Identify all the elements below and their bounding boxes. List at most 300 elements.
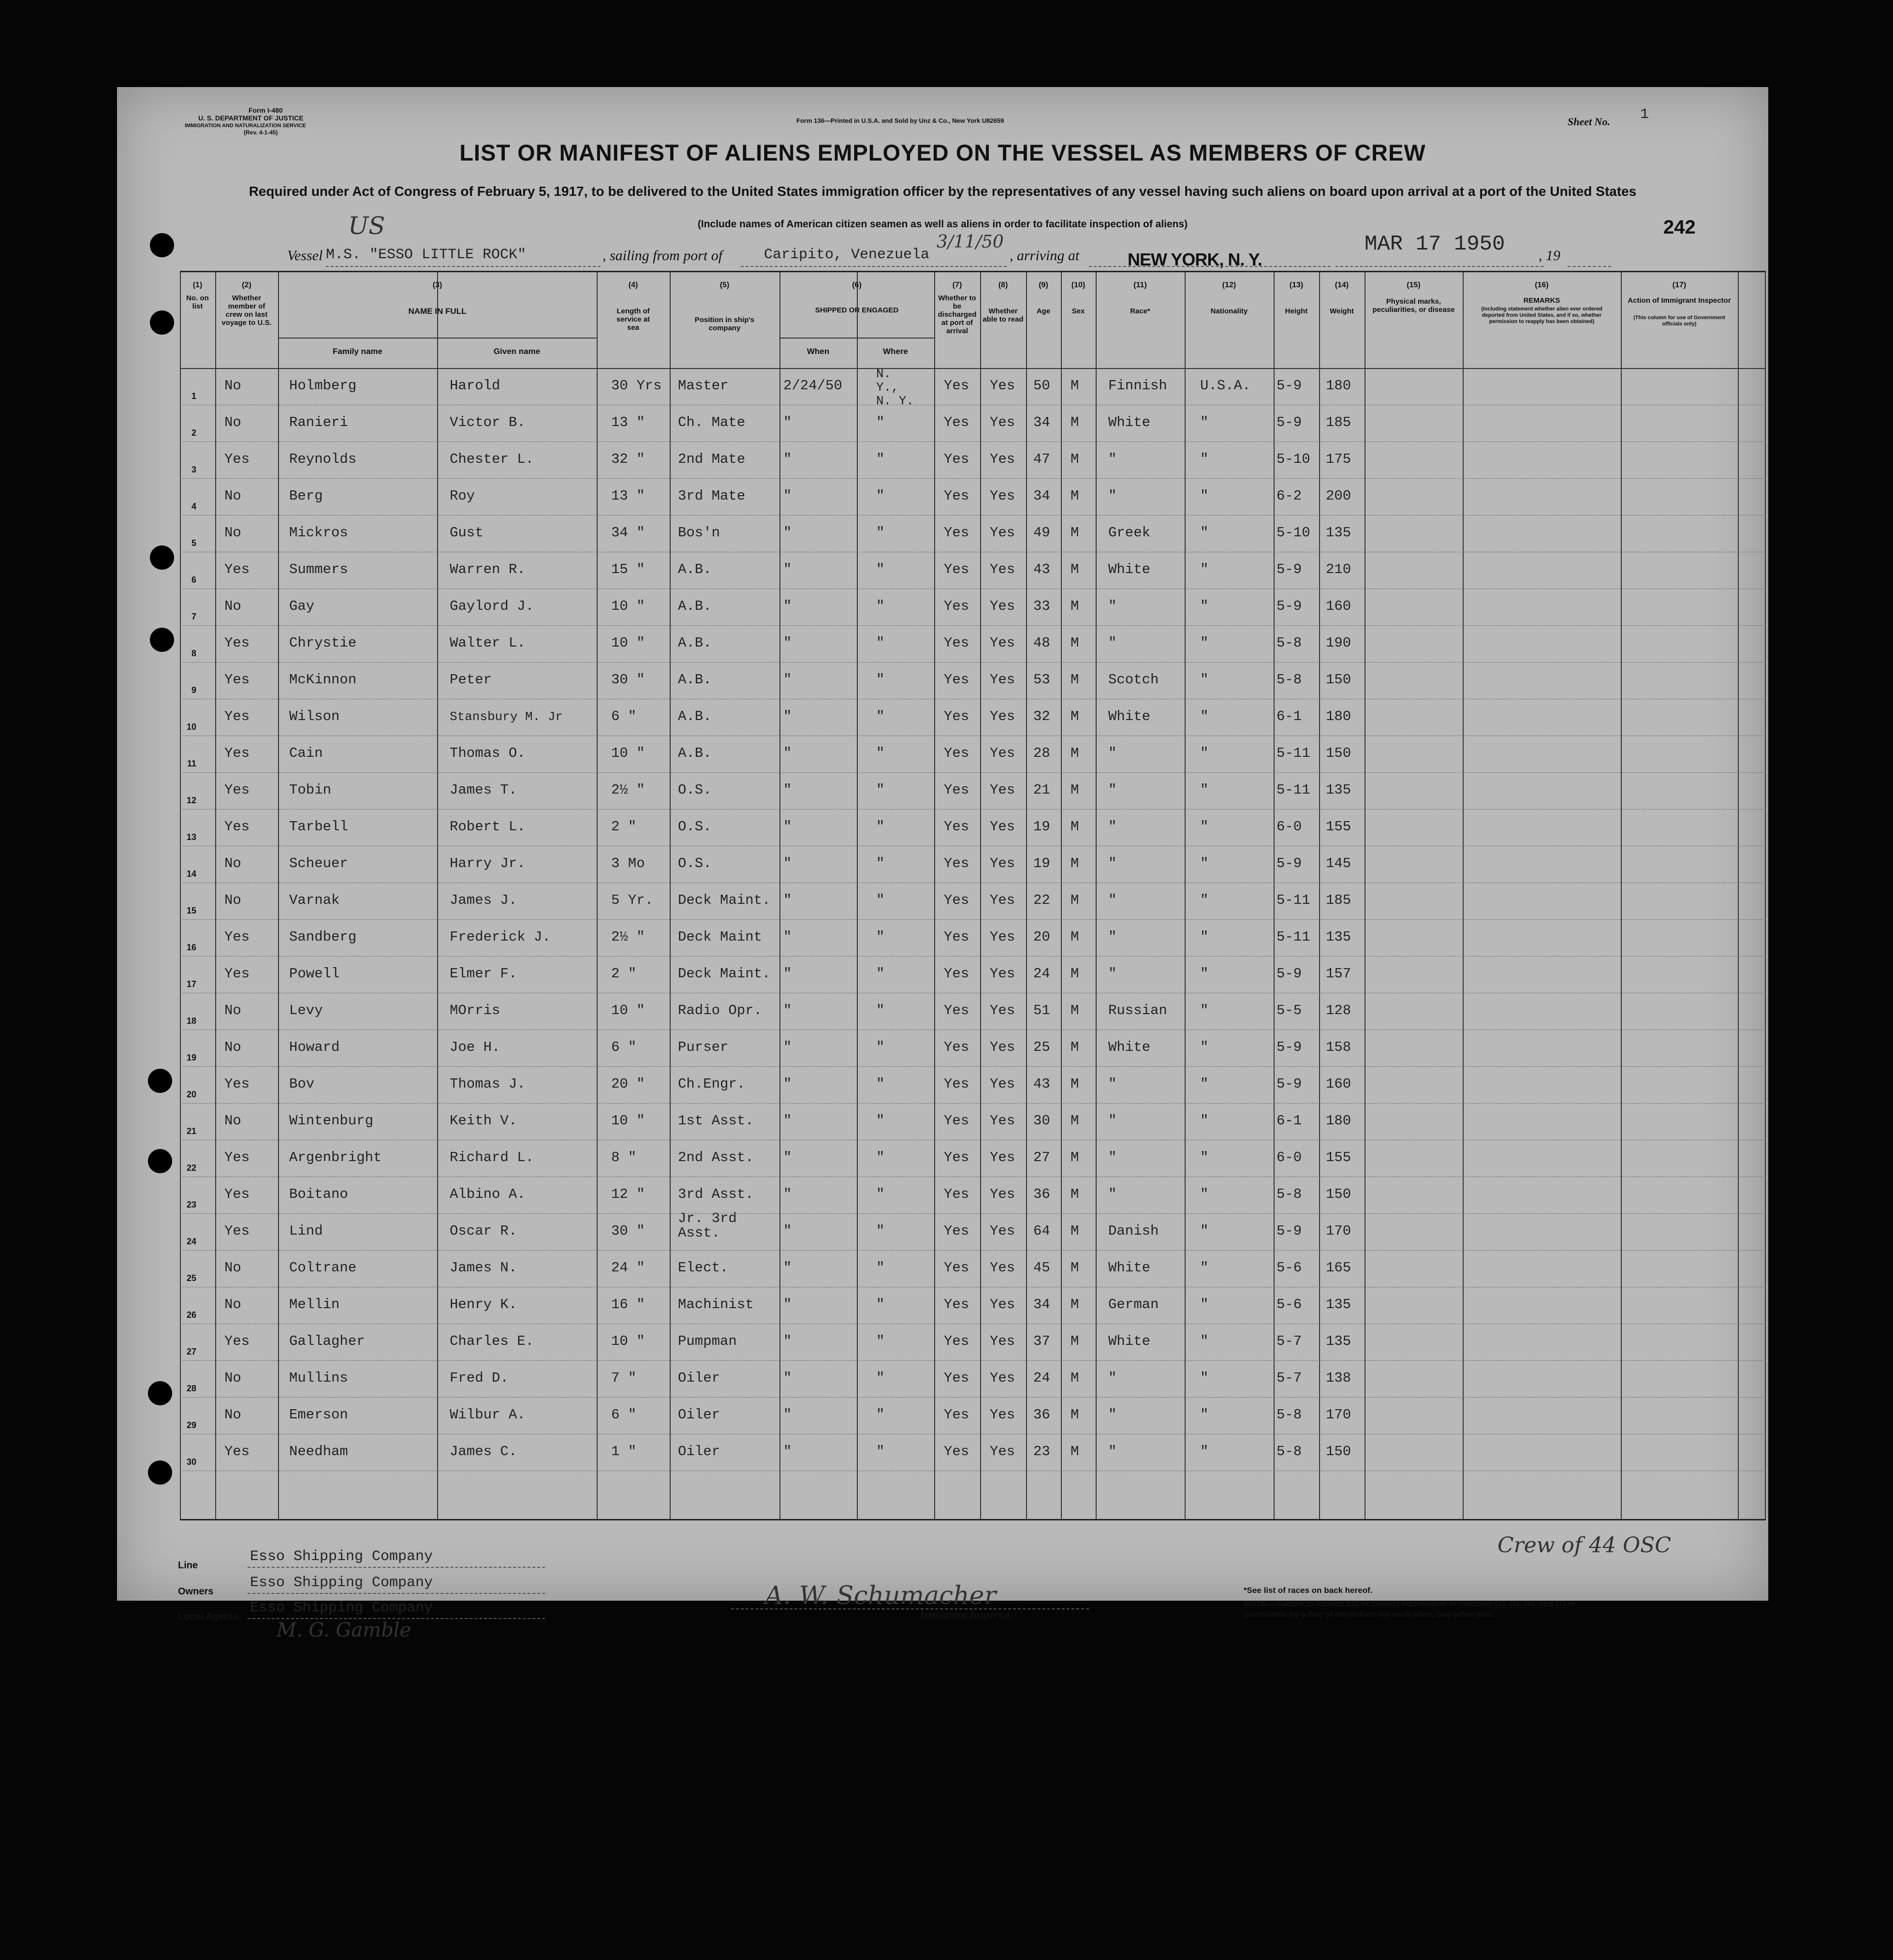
sex-cell: M — [1071, 966, 1079, 982]
position-cell: O.S. — [678, 782, 712, 798]
crew-last-voyage-cell: Yes — [224, 1223, 250, 1239]
shipped-when-cell: " — [783, 414, 792, 430]
service-length-cell: 30 Yrs — [611, 378, 662, 394]
race-cell: " — [1108, 892, 1117, 908]
shipped-when-cell: " — [783, 1149, 792, 1165]
table-row — [180, 1324, 1765, 1360]
shipped-when-cell: " — [783, 525, 792, 541]
table-row — [180, 662, 1765, 699]
race-cell: " — [1108, 1444, 1117, 1459]
position-cell: Oiler — [678, 1444, 720, 1459]
punch-hole — [150, 310, 174, 335]
shipped-where-cell: N. Y., N. Y. — [876, 367, 914, 408]
crew-last-voyage-cell: Yes — [224, 1444, 250, 1459]
family-name-cell: Argenbright — [289, 1149, 382, 1165]
able-to-read-cell: Yes — [990, 1223, 1015, 1239]
position-cell: A.B. — [678, 745, 712, 761]
row-number: 17 — [186, 979, 196, 989]
race-note: *See list of races on back hereof. — [1244, 1586, 1373, 1595]
position-cell: Deck Maint — [678, 929, 763, 945]
sex-cell: M — [1071, 525, 1079, 541]
nationality-cell: " — [1200, 672, 1209, 688]
race-cell: Scotch — [1108, 672, 1159, 688]
race-cell: Danish — [1108, 1223, 1159, 1239]
height-cell: 5-11 — [1277, 892, 1310, 908]
sex-cell: M — [1071, 1407, 1079, 1423]
weight-cell: 170 — [1326, 1223, 1351, 1239]
table-row — [180, 478, 1765, 515]
able-to-read-cell: Yes — [990, 929, 1015, 945]
given-name-cell: Henry K. — [450, 1297, 517, 1312]
given-name-cell: Oscar R. — [450, 1223, 517, 1239]
able-to-read-cell: Yes — [990, 561, 1015, 577]
age-cell: 32 — [1033, 708, 1050, 724]
height-cell: 5-7 — [1277, 1333, 1302, 1349]
row-number: 13 — [186, 832, 196, 842]
row-number: 2 — [191, 428, 196, 438]
able-to-read-cell: Yes — [990, 1076, 1015, 1092]
age-cell: 24 — [1033, 966, 1050, 982]
given-name-cell: Roy — [450, 488, 475, 504]
height-cell: 6-2 — [1277, 488, 1302, 504]
family-name-cell: Tobin — [289, 782, 332, 798]
row-rule — [180, 809, 1766, 810]
weight-cell: 150 — [1326, 745, 1351, 761]
row-number: 6 — [191, 575, 196, 585]
arrival-date-stamp: MAR 17 1950 — [1365, 232, 1505, 256]
col-num: (12) — [1222, 281, 1236, 289]
row-number: 21 — [186, 1126, 196, 1136]
given-name-cell: Victor B. — [450, 414, 526, 430]
age-cell: 43 — [1033, 561, 1050, 577]
race-cell: " — [1108, 1149, 1117, 1165]
weight-cell: 135 — [1326, 525, 1351, 541]
discharged-cell: Yes — [944, 966, 969, 982]
header-race: Race* — [1130, 307, 1150, 315]
sex-cell: M — [1071, 488, 1079, 504]
able-to-read-cell: Yes — [990, 488, 1015, 504]
age-cell: 53 — [1033, 672, 1050, 688]
position-cell: A.B. — [678, 635, 712, 651]
given-name-cell: James J. — [450, 892, 517, 908]
table-row — [180, 993, 1765, 1030]
nationality-cell: " — [1200, 451, 1209, 467]
family-name-cell: Scheuer — [289, 855, 348, 871]
crew-last-voyage-cell: Yes — [224, 1186, 250, 1202]
nationality-cell: " — [1200, 1260, 1209, 1276]
position-cell: Jr. 3rd Asst. — [678, 1210, 737, 1241]
able-to-read-cell: Yes — [990, 1407, 1015, 1423]
race-cell: German — [1108, 1297, 1159, 1312]
table-row — [180, 1177, 1765, 1213]
position-cell: Radio Opr. — [678, 1002, 763, 1018]
able-to-read-cell: Yes — [990, 745, 1015, 761]
able-to-read-cell: Yes — [990, 1186, 1015, 1202]
stamp-number: 242 — [1663, 217, 1696, 238]
sex-cell: M — [1071, 929, 1079, 945]
able-to-read-cell: Yes — [990, 1113, 1015, 1129]
crew-last-voyage-cell: No — [224, 1260, 241, 1276]
race-cell: " — [1108, 855, 1117, 871]
shipped-where-cell: " — [876, 855, 885, 871]
header-shipped-engaged: SHIPPED OR ENGAGED — [815, 306, 899, 314]
service-length-cell: 13 " — [611, 488, 645, 504]
able-to-read-cell: Yes — [990, 525, 1015, 541]
col-num: (10) — [1071, 281, 1086, 289]
shipped-when-cell: " — [783, 855, 792, 871]
shipped-where-cell: " — [876, 929, 885, 945]
family-name-cell: Summers — [289, 561, 348, 577]
service-length-cell: 6 " — [611, 1407, 637, 1423]
position-cell: 2nd Mate — [678, 451, 746, 467]
nationality-cell: " — [1200, 855, 1209, 871]
crew-last-voyage-cell: Yes — [224, 1149, 250, 1165]
age-cell: 21 — [1033, 782, 1050, 798]
shipped-where-cell: " — [876, 525, 885, 541]
crew-last-voyage-cell: Yes — [224, 819, 250, 835]
given-name-cell: Gaylord J. — [450, 598, 534, 614]
row-number: 8 — [191, 648, 196, 658]
family-name-cell: Mickros — [289, 525, 348, 541]
height-cell: 6-1 — [1277, 1113, 1302, 1129]
race-cell: White — [1108, 1260, 1151, 1276]
sex-cell: M — [1071, 598, 1079, 614]
sex-cell: M — [1071, 782, 1079, 798]
header-age: Age — [1036, 307, 1051, 315]
shipped-when-cell: " — [783, 782, 792, 798]
weight-cell: 160 — [1326, 598, 1351, 614]
family-name-cell: Tarbell — [289, 819, 348, 835]
age-cell: 48 — [1033, 635, 1050, 651]
nationality-cell: U.S.A. — [1200, 378, 1251, 394]
shipped-where-cell: " — [876, 1223, 885, 1239]
sex-cell: M — [1071, 451, 1079, 467]
given-name-cell: Fred D. — [450, 1370, 509, 1386]
race-cell: Russian — [1108, 1002, 1167, 1018]
family-name-cell: Ranieri — [289, 414, 348, 430]
service-length-cell: 16 " — [611, 1297, 645, 1312]
weight-cell: 155 — [1326, 1149, 1351, 1165]
arrival-port: NEW YORK, N. Y. — [1128, 250, 1262, 269]
nationality-cell: " — [1200, 1370, 1209, 1386]
discharged-cell: Yes — [944, 708, 969, 724]
header-inspector-note: (This column for use of Government officials only) — [1633, 315, 1725, 327]
col-num: (8) — [998, 281, 1008, 289]
table-row — [180, 1066, 1765, 1103]
age-cell: 27 — [1033, 1149, 1050, 1165]
shipped-where-cell: " — [876, 451, 885, 467]
able-to-read-cell: Yes — [990, 1002, 1015, 1018]
sex-cell: M — [1071, 672, 1079, 688]
row-number: 30 — [186, 1457, 196, 1467]
header-discharged: Whether to be discharged at port of arrival — [938, 294, 977, 335]
punch-hole — [148, 1149, 172, 1173]
shipped-where-cell: " — [876, 1407, 885, 1423]
col-num: (14) — [1335, 281, 1349, 289]
able-to-read-cell: Yes — [990, 414, 1015, 430]
family-name-cell: Gay — [289, 598, 315, 614]
sex-cell: M — [1071, 708, 1079, 724]
service-length-cell: 10 " — [611, 1333, 645, 1349]
sex-cell: M — [1071, 819, 1079, 835]
shipped-where-cell: " — [876, 488, 885, 504]
sail-date: 3/11/50 — [937, 232, 1004, 252]
shipped-where-cell: " — [876, 635, 885, 651]
punch-hole — [148, 1460, 172, 1485]
header-position: Position in ship's company — [694, 316, 755, 332]
family-name-cell: McKinnon — [289, 672, 357, 688]
line-label: Line — [178, 1560, 198, 1571]
given-name-cell: Thomas J. — [450, 1076, 526, 1092]
service-length-cell: 2½ " — [611, 929, 645, 945]
header-remarks: REMARKS — [1523, 296, 1560, 305]
able-to-read-cell: Yes — [990, 1333, 1015, 1349]
shipped-where-cell: " — [876, 1076, 885, 1092]
row-number: 25 — [186, 1273, 196, 1283]
shipped-when-cell: " — [783, 1002, 792, 1018]
position-cell: O.S. — [678, 819, 712, 835]
weight-cell: 135 — [1326, 1297, 1351, 1312]
table-row — [180, 405, 1765, 442]
shipped-where-cell: " — [876, 672, 885, 688]
discharged-cell: Yes — [944, 1223, 969, 1239]
weight-cell: 190 — [1326, 635, 1351, 651]
discharged-cell: Yes — [944, 1407, 969, 1423]
weight-cell: 145 — [1326, 855, 1351, 871]
row-rule — [180, 662, 1766, 663]
given-name-cell: Harry Jr. — [450, 855, 526, 871]
position-cell: Oiler — [678, 1407, 720, 1423]
header-inspector-action: Action of Immigrant Inspector — [1628, 296, 1731, 305]
given-name-cell: MOrris — [450, 1002, 500, 1018]
family-name-cell: Bov — [289, 1076, 315, 1092]
family-name-cell: Reynolds — [289, 451, 357, 467]
shipped-when-cell: " — [783, 451, 792, 467]
service-length-cell: 2 " — [611, 819, 637, 835]
able-to-read-cell: Yes — [990, 892, 1015, 908]
weight-cell: 165 — [1326, 1260, 1351, 1276]
family-name-cell: Boitano — [289, 1186, 348, 1202]
given-name-cell: Gust — [450, 525, 484, 541]
given-name-cell: Thomas O. — [450, 745, 526, 761]
service-length-cell: 15 " — [611, 561, 645, 577]
punch-hole — [148, 1069, 172, 1093]
dept-name: U. S. DEPARTMENT OF JUSTICE — [198, 114, 304, 122]
shipped-where-cell: " — [876, 1444, 885, 1459]
table-row — [180, 772, 1765, 809]
given-name-cell: Robert L. — [450, 819, 526, 835]
given-name-cell: Albino A. — [450, 1186, 526, 1202]
shipped-where-cell: " — [876, 1113, 885, 1129]
form-id: Form I-480 — [249, 106, 283, 114]
shipped-when-cell: " — [783, 929, 792, 945]
discharged-cell: Yes — [944, 635, 969, 651]
shipped-when-cell: " — [783, 672, 792, 688]
shipped-where-cell: " — [876, 1002, 885, 1018]
height-cell: 5-8 — [1277, 672, 1302, 688]
shipped-where-cell: " — [876, 745, 885, 761]
shipped-when-cell: " — [783, 635, 792, 651]
service-length-cell: 10 " — [611, 1002, 645, 1018]
row-rule — [180, 1397, 1766, 1398]
crew-last-voyage-cell: No — [224, 855, 241, 871]
row-number: 26 — [186, 1310, 196, 1320]
race-cell: " — [1108, 782, 1117, 798]
table-row — [180, 552, 1765, 589]
given-name-cell: James T. — [450, 782, 517, 798]
service-name: IMMIGRATION AND NATURALIZATION SERVICE — [185, 123, 306, 129]
age-cell: 19 — [1033, 855, 1050, 871]
age-cell: 64 — [1033, 1223, 1050, 1239]
able-to-read-cell: Yes — [990, 819, 1015, 835]
shipped-where-cell: " — [876, 1039, 885, 1055]
row-number: 11 — [187, 759, 196, 768]
row-number: 14 — [186, 869, 196, 879]
discharged-cell: Yes — [944, 1333, 969, 1349]
shipped-where-cell: " — [876, 598, 885, 614]
arriving-label: , arriving at — [1010, 248, 1080, 264]
sex-cell: M — [1071, 1076, 1079, 1092]
weight-cell: 157 — [1326, 966, 1351, 982]
sex-cell: M — [1071, 1260, 1079, 1276]
nationality-cell: " — [1200, 561, 1209, 577]
row-number: 5 — [191, 538, 196, 548]
race-cell: " — [1108, 488, 1117, 504]
crew-last-voyage-cell: No — [224, 525, 241, 541]
age-cell: 28 — [1033, 745, 1050, 761]
header-nationality: Nationality — [1210, 307, 1248, 315]
age-cell: 30 — [1033, 1113, 1050, 1129]
punch-hole — [148, 1381, 172, 1405]
family-name-cell: Wilson — [289, 708, 340, 724]
crew-last-voyage-cell: No — [224, 892, 241, 908]
penalty-note: NOTE.—Failure to furnish full or correct information in columns (3), (5), (6), and (7) is punishable by a fine of ten dollars for each alien. See other side. — [1244, 1599, 1575, 1619]
punch-hole — [150, 628, 174, 652]
us-mark: US — [348, 212, 385, 240]
row-number: 4 — [191, 501, 196, 511]
header-given-name: Given name — [493, 347, 541, 356]
family-name-cell: Powell — [289, 966, 340, 982]
shipped-where-cell: " — [876, 966, 885, 982]
height-cell: 6-0 — [1277, 1149, 1302, 1165]
nationality-cell: " — [1200, 966, 1209, 982]
crew-last-voyage-cell: Yes — [224, 672, 250, 688]
race-cell: " — [1108, 1186, 1117, 1202]
height-cell: 5-8 — [1277, 1407, 1302, 1423]
able-to-read-cell: Yes — [990, 635, 1015, 651]
given-name-cell: James C. — [450, 1444, 517, 1459]
nationality-cell: " — [1200, 708, 1209, 724]
col-num: (16) — [1535, 281, 1549, 289]
age-cell: 34 — [1033, 488, 1050, 504]
col-num: (13) — [1289, 281, 1304, 289]
height-cell: 5-9 — [1277, 414, 1302, 430]
year-label: , 19 — [1539, 248, 1560, 264]
service-length-cell: 10 " — [611, 745, 645, 761]
family-name-cell: Berg — [289, 488, 323, 504]
nationality-cell: " — [1200, 598, 1209, 614]
row-rule — [180, 1103, 1766, 1104]
height-cell: 5-9 — [1277, 855, 1302, 871]
row-number: 10 — [186, 722, 196, 732]
race-cell: " — [1108, 819, 1117, 835]
family-name-cell: Mullins — [289, 1370, 348, 1386]
sex-cell: M — [1071, 892, 1079, 908]
col-num: (11) — [1133, 281, 1147, 289]
sex-cell: M — [1071, 1444, 1079, 1459]
header-family-name: Family name — [333, 347, 382, 356]
shipped-when-cell: " — [783, 1333, 792, 1349]
nationality-cell: " — [1200, 1223, 1209, 1239]
family-name-cell: Howard — [289, 1039, 340, 1055]
col-num: (1) — [192, 281, 203, 289]
position-cell: 2nd Asst. — [678, 1149, 754, 1165]
discharged-cell: Yes — [944, 1370, 969, 1386]
shipped-when-cell: " — [783, 892, 792, 908]
service-length-cell: 34 " — [611, 525, 645, 541]
position-cell: O.S. — [678, 855, 712, 871]
form-revision: (Rev. 4-1-45) — [244, 129, 278, 136]
table-row — [180, 956, 1765, 993]
weight-cell: 150 — [1326, 1186, 1351, 1202]
col-num: (6) — [852, 281, 862, 289]
position-cell: A.B. — [678, 598, 712, 614]
agent-signature: M. G. Gamble — [277, 1619, 411, 1641]
crew-last-voyage-cell: No — [224, 1370, 241, 1386]
sex-cell: M — [1071, 1223, 1079, 1239]
shipped-where-cell: " — [876, 1370, 885, 1386]
age-cell: 50 — [1033, 378, 1050, 394]
page-title: LIST OR MANIFEST OF ALIENS EMPLOYED ON THE VESSEL AS MEMBERS OF CREW — [459, 140, 1426, 165]
owners-value: Esso Shipping Company — [250, 1575, 433, 1591]
header-height: Height — [1285, 307, 1308, 315]
crew-last-voyage-cell: No — [224, 598, 241, 614]
shipped-where-cell: " — [876, 1260, 885, 1276]
shipped-when-cell: " — [783, 1186, 792, 1202]
discharged-cell: Yes — [944, 855, 969, 871]
nationality-cell: " — [1200, 635, 1209, 651]
height-cell: 5-8 — [1277, 1444, 1302, 1459]
race-cell: White — [1108, 708, 1151, 724]
able-to-read-cell: Yes — [990, 782, 1015, 798]
given-name-cell: Harold — [450, 378, 500, 394]
discharged-cell: Yes — [944, 1002, 969, 1018]
inspector-signature: A. W. Schumacher — [765, 1581, 997, 1610]
shipped-when-cell: " — [783, 1407, 792, 1423]
crew-last-voyage-cell: Yes — [224, 635, 250, 651]
service-length-cell: 6 " — [611, 708, 637, 724]
discharged-cell: Yes — [944, 1444, 969, 1459]
sex-cell: M — [1071, 635, 1079, 651]
sex-cell: M — [1071, 1149, 1079, 1165]
crew-last-voyage-cell: No — [224, 488, 241, 504]
nationality-cell: " — [1200, 525, 1209, 541]
owners-label: Owners — [178, 1586, 214, 1597]
crew-last-voyage-cell: Yes — [224, 745, 250, 761]
position-cell: 3rd Asst. — [678, 1186, 754, 1202]
table-row — [180, 625, 1765, 662]
race-cell: White — [1108, 414, 1151, 430]
age-cell: 23 — [1033, 1444, 1050, 1459]
row-rule — [180, 1213, 1766, 1214]
row-number: 28 — [186, 1384, 196, 1393]
discharged-cell: Yes — [944, 782, 969, 798]
race-cell: " — [1108, 1076, 1117, 1092]
weight-cell: 128 — [1326, 1002, 1351, 1018]
vessel-name: M.S. "ESSO LITTLE ROCK" — [326, 247, 527, 263]
discharged-cell: Yes — [944, 1113, 969, 1129]
nationality-cell: " — [1200, 1039, 1209, 1055]
